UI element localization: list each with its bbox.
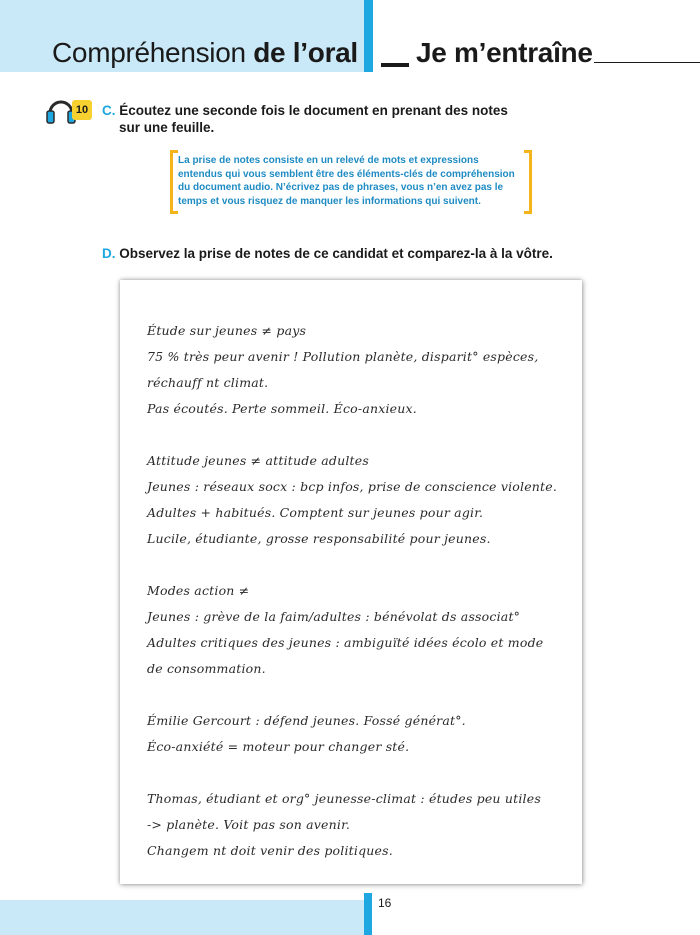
note-line: Émilie Gercourt : défend jeunes. Fossé générat°. [147,713,466,728]
section-subtitle: Je m’entraîne [416,37,593,68]
note-line: Pas écoutés. Perte sommeil. Éco-anxieux. [147,401,417,416]
tip-bracket-left [170,150,178,214]
note-line: de consommation. [147,661,266,676]
note-line: Changem nt doit venir des politiques. [147,843,393,858]
audio-track-number: 10 [72,100,92,120]
instruction-d-text: Observez la prise de notes de ce candidat et comparez-la à la vôtre. [119,246,553,261]
note-line: Éco-anxiété = moteur pour changer sté. [147,739,410,754]
note-line: Modes action ≠ [147,583,250,598]
handwritten-notes [147,318,567,864]
note-line: Adultes + habitués. Comptent sur jeunes pour agir. [147,505,484,520]
note-line: -> planète. Voit pas son avenir. [147,817,351,832]
page-number: 16 [378,896,392,910]
tip-text: La prise de notes consiste en un relevé de mots et expressions entendus qui vous semblent être des éléments-clés de compréhension du document audio. N’écrivez pas de phrases, vous n’en avez pas le temps et vous risquez de manquer les informations qui suivent. [178,155,515,207]
section-title-light: Compréhension [52,37,254,68]
note-line: Jeunes : réseaux socx : bcp infos, prise de conscience violente. [147,479,558,494]
note-line: Attitude jeunes ≠ attitude adultes [147,453,369,468]
instruction-d-letter: D. [102,246,116,261]
instruction-c [102,102,542,136]
instruction-c-line1: Écoutez une seconde fois le document en prenant des notes [119,103,508,118]
tip-bracket-right [524,150,532,214]
tip-box [170,150,532,208]
note-line: Étude sur jeunes ≠ pays [147,323,307,338]
header-rule [594,62,700,63]
note-line: 75 % très peur avenir ! Pollution planète, disparit° espèces, [147,349,539,364]
instruction-c-letter: C. [102,103,116,118]
footer-divider [364,893,372,935]
note-line: Jeunes : grève de la faim/adultes : bénévolat ds associat° [147,609,521,624]
note-line: Lucile, étudiante, grosse responsabilité pour jeunes. [147,531,491,546]
instruction-c-line2: sur une feuille. [119,120,215,135]
instruction-d [102,245,622,262]
note-line: Adultes critiques des jeunes : ambiguïté idées écolo et mode [147,635,544,650]
section-title-bold: de l’oral [253,37,358,68]
note-line: réchauff nt climat. [147,375,269,390]
section-title [52,36,358,70]
footer-band [0,900,364,935]
header-divider [364,0,373,72]
header-dash [381,63,409,67]
note-line: Thomas, étudiant et org° jeunesse-climat : études peu utiles [147,791,541,806]
